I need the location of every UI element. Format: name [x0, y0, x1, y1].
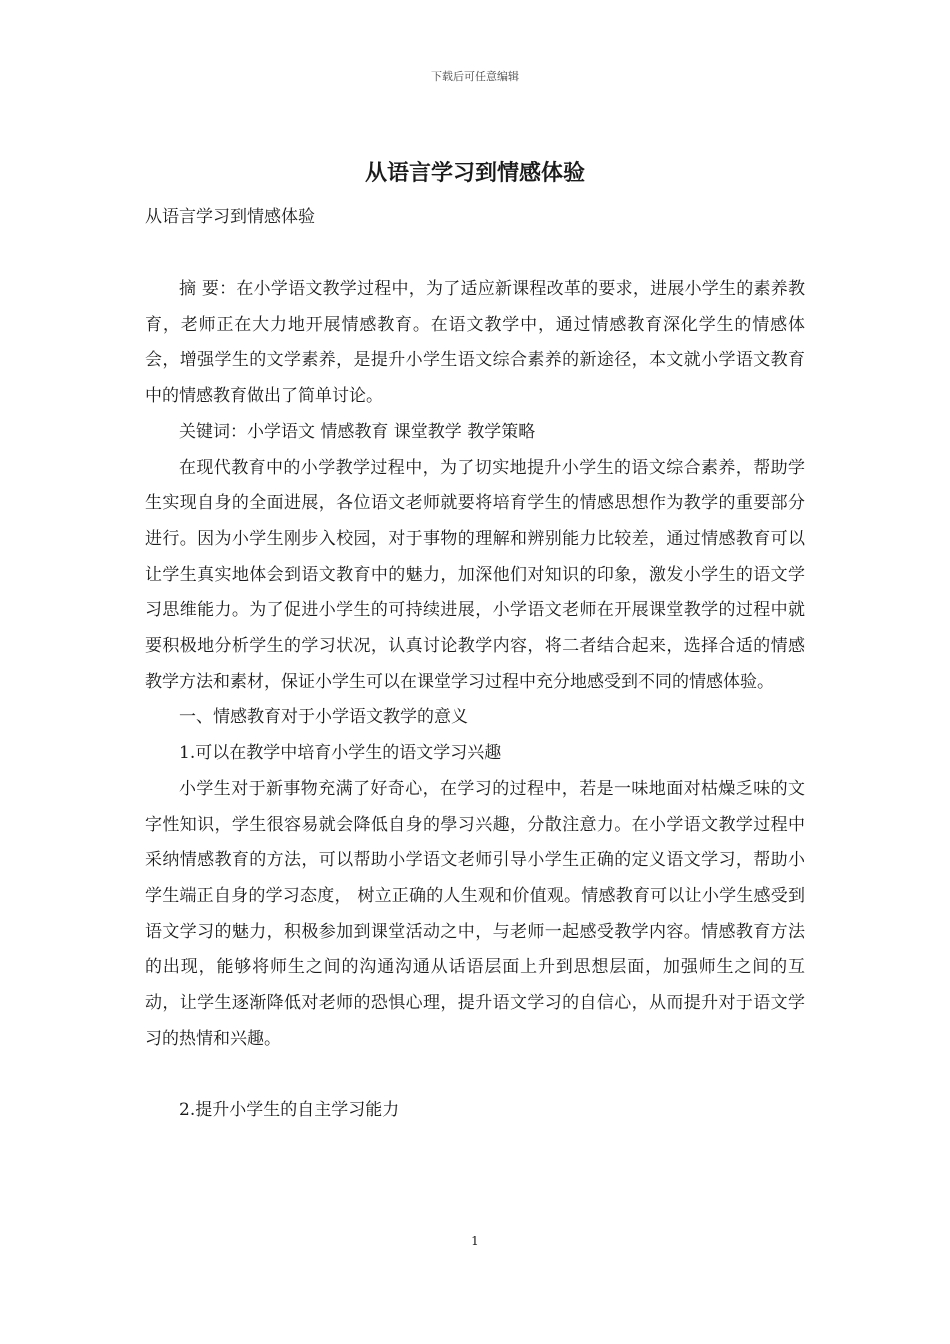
- document-title: 从语言学习到情感体验: [364, 160, 585, 186]
- intro-paragraph: 在现代教育中的小学教学过程中，为了切实地提升小学生的语文综合素养，帮助学生实现自身的全面进展，各位语文老师就要将培育学生的情感思想作为教学的重要部分进行。因为小学生刚步入校园，对于事物的理解和辨别能力比较差，通过情感教育可以让学生真实地体会到语文教育中的魅力，加深他们对知识的印象，激发小学生的语文学习思维能力。为了促进小学生的可持续进展，小学语文老师在开展课堂教学的过程中就要积极地分析学生的学习状况，认真讨论教学内容，将二者结合起来，选择合适的情感教学方法和素材，保证小学生可以在课堂学习过程中充分地感受到不同的情感体验。: [145, 457, 805, 692]
- keywords-paragraph: 关键词：小学语文 情感教育 课堂教学 教学策略: [179, 421, 536, 442]
- header-note: 下载后可任意编辑: [431, 70, 519, 83]
- paragraph-gap: [145, 1057, 805, 1093]
- body-paragraph: 小学生对于新事物充满了好奇心，在学习的过程中，若是一味地面对枯燥乏味的文字性知识，学生很容易就会降低自身的學习兴趣，分散注意力。在小学语文教学过程中采纳情感教育的方法，可以帮助小学语文老师引导小学生正确的定义语文学习，帮助小学生端正自身的学习态度， 树立正确的人生观和价值观。情感教育可以让小学生感受到语文学习的魅力，积极参加到课堂活动之中，与老师一起感受教学内容。情感教育方法的出现，能够将师生之间的沟通沟通从话语层面上升到思想层面，加强师生之间的互动，让学生逐渐降低对老师的恐惧心理，提升语文学习的自信心，从而提升对于语文学习的热情和兴趣。: [145, 778, 805, 1049]
- subsection-heading: 1.可以在教学中培育小学生的语文学习兴趣: [179, 743, 502, 764]
- page-number: 1: [471, 1234, 479, 1248]
- subsection-heading: 2.提升小学生的自主学习能力: [179, 1100, 400, 1121]
- abstract-paragraph: 摘 要：在小学语文教学过程中，为了适应新课程改革的要求，进展小学生的素养教育，老师正在大力地开展情感教育。在语文教学中，通过情感教育深化学生的情感体会，增强学生的文学素养，是提升小学生语文综合素养的新途径，本文就小学语文教育中的情感教育做出了简单讨论。: [145, 279, 805, 407]
- section-heading: 一、情感教育对于小学语文教学的意义: [179, 707, 468, 728]
- document-subtitle: 从语言学习到情感体验: [145, 207, 315, 227]
- document-body: [145, 272, 805, 1129]
